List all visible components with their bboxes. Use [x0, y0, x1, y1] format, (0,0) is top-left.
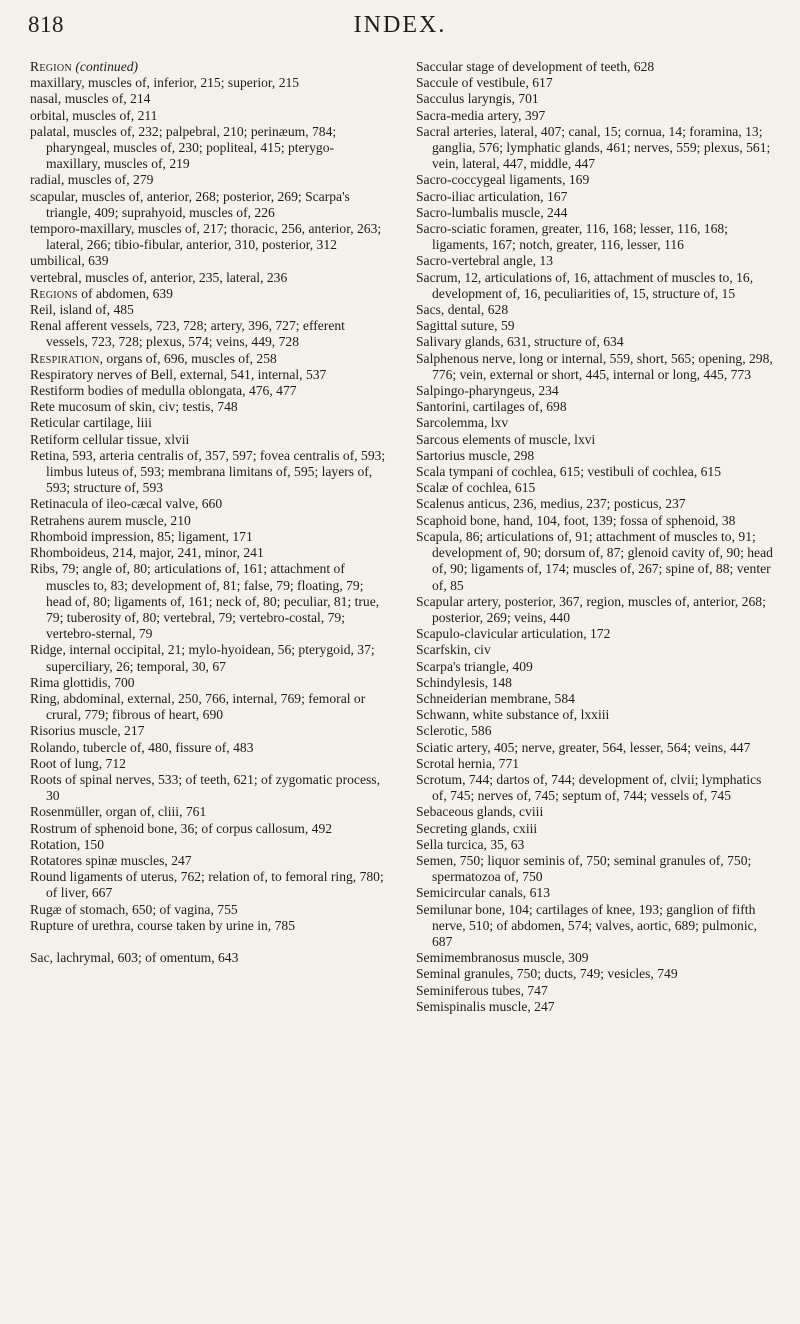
entry-text: Santorini, cartilages of, 698: [416, 399, 567, 415]
index-entry: [416, 270, 778, 302]
entry-text: Scala tympani of cochlea, 615; vestibuli of cochlea, 615: [416, 464, 722, 480]
index-entry: [30, 513, 386, 529]
entry-text: palatal, muscles of, 232; palpebral, 210; perinæum, 784; pharyngeal, muscles of, 230; popliteal, 415; pterygo-maxillary, muscles of, 219: [30, 123, 337, 172]
entry-text: orbital, muscles of, 211: [30, 107, 158, 123]
index-entry: [416, 772, 778, 804]
index-entry: [416, 205, 778, 221]
index-entry: [416, 950, 778, 966]
index-entry: [30, 853, 386, 869]
index-entry: [30, 821, 386, 837]
index-entry: [30, 302, 386, 318]
entry-text: maxillary, muscles of, inferior, 215; superior, 215: [30, 75, 300, 91]
index-entry: [416, 659, 778, 675]
index-entry: [30, 367, 386, 383]
index-entry: [416, 756, 778, 772]
entry-text: Rosenmüller, organ of, cliii, 761: [30, 804, 207, 820]
index-entry: [416, 464, 778, 480]
entry-text: Sacro-vertebral angle, 13: [416, 253, 554, 269]
entry-text: Ring, abdominal, external, 250, 766, internal, 769; femoral or crural, 779; fibrous of heart, 690: [30, 690, 366, 723]
index-entry: [416, 837, 778, 853]
index-entry: [30, 561, 386, 642]
index-entry: [30, 270, 386, 286]
entry-text: Sclerotic, 586: [416, 723, 492, 739]
entry-text: Salphenous nerve, long or internal, 559, short, 565; opening, 298, 776; vein, external or short, 445, internal or long, 445, 773: [416, 350, 773, 382]
entry-text: Sac, lachrymal, 603; of omentum, 643: [30, 949, 239, 965]
index-entry: [30, 545, 386, 561]
index-entry: [416, 108, 778, 124]
entry-heading: Region: [30, 59, 72, 74]
index-entry: [416, 253, 778, 269]
index-entry: [30, 772, 386, 804]
index-entry: [30, 172, 386, 188]
entry-text: Scarpa's triangle, 409: [416, 658, 533, 674]
index-entry: [416, 432, 778, 448]
entry-text: Sacs, dental, 628: [416, 302, 509, 318]
entry-text: Sacro-coccygeal ligaments, 169: [416, 172, 590, 188]
index-entry: [30, 75, 386, 91]
entry-text: Sella turcica, 35, 63: [416, 836, 525, 852]
left-column: [30, 59, 386, 966]
index-entry: [30, 189, 386, 221]
index-entry: [30, 950, 386, 966]
index-entry: [416, 983, 778, 999]
entry-text: Sacral arteries, lateral, 407; canal, 15; cornua, 14; foramina, 13; ganglia, 576; lymphatic glands, 461; nerves, 559; plexus, 561; vein, lateral, 447, middle, 447: [416, 123, 771, 172]
entry-text: Schindylesis, 148: [416, 674, 512, 690]
entry-text: Sarcolemma, lxv: [416, 415, 509, 431]
entry-text: Reil, island of, 485: [30, 302, 134, 318]
entry-text: umbilical, 639: [30, 253, 109, 269]
index-entry: [30, 351, 386, 367]
entry-text: Scapula, 86; articulations of, 91; attachment of muscles to, 91; development of, 90; dorsum of, 87; glenoid cavity of, 90; head of, 90; ligaments of, 174; muscles of, 267; spine of, 88; venter of, 85: [416, 528, 773, 593]
index-entry: [30, 723, 386, 739]
entry-text: of abdomen, 639: [77, 285, 173, 301]
index-entry: [30, 253, 386, 269]
page-title: INDEX.: [353, 12, 447, 38]
index-entry: [416, 853, 778, 885]
entry-text: Rupture of urethra, course taken by urine in, 785: [30, 917, 295, 933]
entry-text: Roots of spinal nerves, 533; of teeth, 621; of zygomatic process, 30: [30, 771, 380, 804]
index-entry: [416, 480, 778, 496]
entry-text: Sebaceous glands, cviii: [416, 804, 544, 820]
entry-text: Sarcous elements of muscle, lxvi: [416, 431, 596, 447]
index-entry: [30, 59, 386, 75]
entry-text: Scrotal hernia, 771: [416, 755, 520, 771]
index-entry: [30, 918, 386, 934]
index-entry: [30, 432, 386, 448]
index-entry: [30, 691, 386, 723]
index-entry: [416, 172, 778, 188]
entry-text: Semicircular canals, 613: [416, 885, 550, 901]
entry-text: Ribs, 79; angle of, 80; articulations of, 161; attachment of muscles to, 83; development of, 81; false, 79; floating, 79; head of, 80; ligaments of, 161; neck of, 80; peculiar, 81; true, 79; tuberosity of, 80; vertebral, 79; vertebro-costal, 79; vertebro-sternal, 79: [30, 561, 380, 642]
index-entry: [30, 837, 386, 853]
entry-text: vertebral, muscles of, anterior, 235, lateral, 236: [30, 269, 288, 285]
index-entry: [416, 804, 778, 820]
index-entry: [416, 59, 778, 75]
index-entry: [416, 91, 778, 107]
entry-text: Sartorius muscle, 298: [416, 447, 535, 463]
entry-text: Rete mucosum of skin, civ; testis, 748: [30, 399, 238, 415]
right-column: [416, 59, 778, 1015]
entry-text: Retina, 593, arteria centralis of, 357, 597; fovea centralis of, 593; limbus luteus of, 593; membrana limitans of, 595; layers of, 593; structure of, 593: [30, 447, 386, 496]
index-entry: [30, 91, 386, 107]
entry-text: Rotation, 150: [30, 836, 105, 852]
index-entry: [416, 966, 778, 982]
index-entry: [30, 108, 386, 124]
entry-continued: (continued): [75, 59, 139, 74]
index-entry: [30, 756, 386, 772]
index-entry: [416, 691, 778, 707]
index-entry: [416, 334, 778, 350]
entry-text: nasal, muscles of, 214: [30, 91, 151, 107]
entry-text: Schwann, white substance of, lxxiii: [416, 707, 610, 723]
index-entry: [416, 707, 778, 723]
index-entry: [416, 740, 778, 756]
index-entry: [416, 383, 778, 399]
entry-text: Scapular artery, posterior, 367, region, muscles of, anterior, 268; posterior, 269; veins, 440: [416, 593, 766, 625]
entry-heading: Regions: [30, 285, 78, 301]
entry-text: Risorius muscle, 217: [30, 723, 145, 739]
index-entry: [30, 124, 386, 173]
entry-text: Semilunar bone, 104; cartilages of knee, 193; ganglion of fifth nerve, 510; of abdomen, 574; valves, aortic, 689; pulmonic, 687: [416, 901, 758, 949]
index-entry: [416, 415, 778, 431]
entry-text: Sacro-iliac articulation, 167: [416, 188, 568, 204]
index-entry: [30, 675, 386, 691]
index-entry: [416, 75, 778, 91]
index-entry: [30, 448, 386, 497]
entry-text: Retiform cellular tissue, xlvii: [30, 431, 190, 447]
entry-text: Retinacula of ileo-cæcal valve, 660: [30, 496, 223, 512]
entry-text: Sacro-lumbalis muscle, 244: [416, 204, 568, 220]
index-entry: [416, 124, 778, 173]
entry-heading: Respiration: [30, 350, 100, 366]
index-entry: [30, 286, 386, 302]
index-entry: [30, 383, 386, 399]
entry-text: Respiratory nerves of Bell, external, 541, internal, 537: [30, 366, 327, 382]
page-header: [28, 10, 772, 50]
index-entry: [30, 496, 386, 512]
index-entry: [30, 529, 386, 545]
entry-text: Scalæ of cochlea, 615: [416, 480, 536, 496]
index-entry: [416, 723, 778, 739]
page-number: 818: [28, 12, 64, 37]
entry-text: Scalenus anticus, 236, medius, 237; posticus, 237: [416, 496, 686, 512]
entry-text: Rima glottidis, 700: [30, 674, 135, 690]
entry-text: Scaphoid bone, hand, 104, foot, 139; fossa of sphenoid, 38: [416, 512, 736, 528]
index-entry: [416, 448, 778, 464]
entry-text: Saccule of vestibule, 617: [416, 75, 553, 91]
index-entry: [416, 626, 778, 642]
index-entry: [416, 902, 778, 951]
index-entry: [416, 821, 778, 837]
index-entry: [30, 221, 386, 253]
index-entry: [30, 399, 386, 415]
entry-text: Scarfskin, civ: [416, 642, 491, 658]
entry-text: Semimembranosus muscle, 309: [416, 950, 589, 966]
entry-text: Sagittal suture, 59: [416, 318, 515, 334]
entry-text: radial, muscles of, 279: [30, 172, 154, 188]
entry-text: Saccular stage of development of teeth, 628: [416, 59, 655, 74]
entry-text: Rolando, tubercle of, 480, fissure of, 483: [30, 739, 254, 755]
entry-text: Schneiderian membrane, 584: [416, 690, 575, 706]
entry-text: Reticular cartilage, liii: [30, 415, 152, 431]
index-entry: [416, 675, 778, 691]
entry-text: Restiform bodies of medulla oblongata, 476, 477: [30, 383, 297, 399]
index-entry: [416, 529, 778, 594]
entry-text: Rhomboid impression, 85; ligament, 171: [30, 528, 253, 544]
entry-text: Scapulo-clavicular articulation, 172: [416, 626, 611, 642]
index-entry: [416, 496, 778, 512]
index-entry: [416, 318, 778, 334]
entry-text: Sciatic artery, 405; nerve, greater, 564, lesser, 564; veins, 447: [416, 739, 751, 755]
entry-text: Rostrum of sphenoid bone, 36; of corpus callosum, 492: [30, 820, 333, 836]
index-entry: [30, 642, 386, 674]
entry-text: Sacrum, 12, articulations of, 16, attachment of muscles to, 16, development of, 16, peculiarities of, 15, structure of, 15: [416, 269, 754, 301]
index-entry: [30, 318, 386, 350]
entry-text: Rotatores spinæ muscles, 247: [30, 852, 192, 868]
entry-text: Root of lung, 712: [30, 755, 126, 771]
index-entry: [416, 399, 778, 415]
index-entry: [416, 189, 778, 205]
index-entry: [416, 351, 778, 383]
entry-text: Salivary glands, 631, structure of, 634: [416, 334, 624, 350]
entry-text: Renal afferent vessels, 723, 728; artery, 396, 727; efferent vessels, 723, 728; plexus, 574; veins, 449, 728: [30, 318, 345, 350]
entry-text: Scrotum, 744; dartos of, 744; development of, clvii; lymphatics of, 745; nerves of, 745; septum of, 744; vessels of, 745: [416, 771, 762, 804]
entry-text: scapular, muscles of, anterior, 268; posterior, 269; Scarpa's triangle, 409; suprahyoid, muscles of, 226: [30, 188, 350, 220]
entry-text: Sacculus laryngis, 701: [416, 91, 539, 107]
entry-text: Secreting glands, cxiii: [416, 820, 538, 836]
entry-text: Seminal granules, 750; ducts, 749; vesicles, 749: [416, 966, 678, 982]
index-entry: [30, 804, 386, 820]
index-entry: [30, 740, 386, 756]
entry-text: Round ligaments of uterus, 762; relation of, to femoral ring, 780; of liver, 667: [30, 869, 384, 901]
index-entry: [30, 902, 386, 918]
entry-text: temporo-maxillary, muscles of, 217; thoracic, 256, anterior, 263; lateral, 266; tibio-fibular, anterior, 310, posterior, 312: [30, 221, 382, 253]
entry-text: , organs of, 696, muscles of, 258: [99, 350, 277, 366]
index-entry: [30, 415, 386, 431]
entry-text: Salpingo-pharyngeus, 234: [416, 383, 559, 399]
entry-text: Retrahens aurem muscle, 210: [30, 512, 191, 528]
index-entry: [416, 513, 778, 529]
index-entry: [416, 221, 778, 253]
section-spacer: [30, 934, 386, 950]
entry-text: Semispinalis muscle, 247: [416, 998, 555, 1014]
entry-text: Ridge, internal occipital, 21; mylo-hyoidean, 56; pterygoid, 37; superciliary, 26; temporal, 30, 67: [30, 642, 375, 674]
index-entry: [416, 885, 778, 901]
index-entry: [416, 594, 778, 626]
entry-text: Seminiferous tubes, 747: [416, 982, 548, 998]
entry-text: Sacro-sciatic foramen, greater, 116, 168; lesser, 116, 168; ligaments, 167; notch, greater, 116, lesser, 116: [416, 221, 728, 253]
entry-text: Rugæ of stomach, 650; of vagina, 755: [30, 901, 238, 917]
index-entry: [416, 642, 778, 658]
index-entry: [416, 999, 778, 1015]
index-entry: [416, 302, 778, 318]
entry-text: Rhomboideus, 214, major, 241, minor, 241: [30, 545, 264, 561]
index-entry: [30, 869, 386, 901]
entry-text: Semen, 750; liquor seminis of, 750; seminal granules of, 750; spermatozoa of, 750: [416, 852, 752, 885]
entry-text: Sacra-media artery, 397: [416, 107, 546, 123]
